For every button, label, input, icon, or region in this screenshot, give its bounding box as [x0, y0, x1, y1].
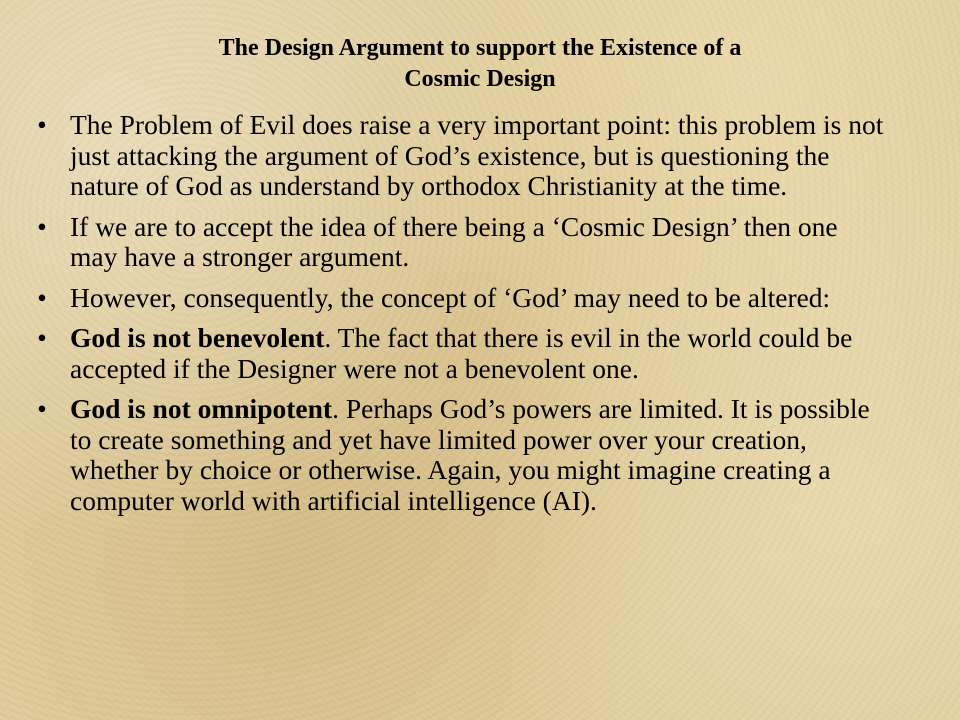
bullet-text: [70, 393, 870, 516]
bullet-dot-icon: •: [37, 322, 47, 353]
bullet-bold-text: God is not benevolent: [70, 322, 325, 353]
bullet-item-concept-altered: [30, 283, 890, 314]
bullet-text: [70, 109, 883, 201]
bullet-body-text: If we are to accept the idea of there being a ‘Cosmic Design’ then one may have a stronger argument.: [70, 210, 838, 272]
bullet-dot-icon: •: [37, 109, 47, 140]
bullet-body-text: However, consequently, the concept of ‘God’ may need to be altered:: [70, 281, 831, 313]
bullet-body-text: The Problem of Evil does raise a very important point: this problem is not just attacking the argument of God’s existence, but is questioning the nature of God as understand by orthodox Christianity at the time.: [70, 109, 884, 201]
bullet-body-text: . The fact that there is evil in the world could be accepted if the Designer were not a benevolent one.: [70, 322, 853, 384]
bullet-text: [70, 282, 830, 313]
bullet-dot-icon: •: [37, 210, 47, 242]
bullet-item-problem-of-evil: [30, 110, 890, 202]
bullet-bold-text: God is not omnipotent: [70, 393, 333, 424]
bullet-text: [70, 322, 852, 384]
slide-title: [60, 33, 900, 95]
bullet-text: [70, 211, 838, 273]
bullet-item-cosmic-design: [30, 212, 890, 273]
bullet-list: [30, 110, 890, 526]
bullet-item-not-benevolent: [30, 323, 890, 384]
bullet-body-text: . Perhaps God’s powers are limited. It is possible to create something and yet have limited power over your creation, whether by choice or otherwise. Again, you might imagine creating a computer world with artificial intelligence (AI).: [70, 393, 870, 516]
slide-title-line-2: Cosmic Design: [404, 66, 556, 92]
bullet-dot-icon: •: [37, 281, 47, 313]
bullet-item-not-omnipotent: [30, 394, 890, 516]
slide-title-line-1: The Design Argument to support the Existence of a: [218, 35, 742, 61]
bullet-dot-icon: •: [37, 393, 47, 424]
